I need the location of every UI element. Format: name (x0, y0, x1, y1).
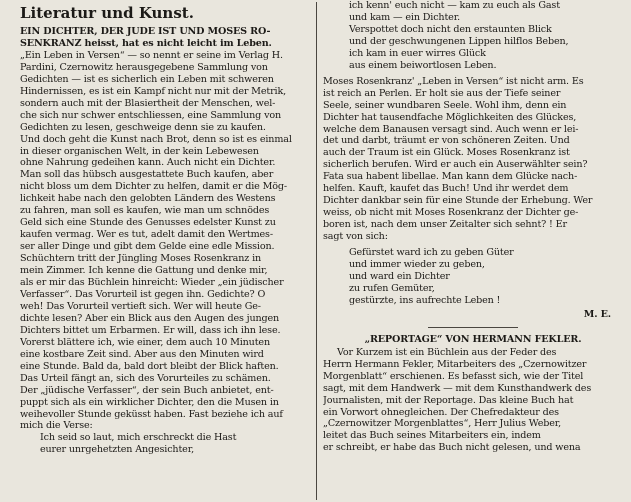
text-line: lichkeit habe nach den gelobten Ländern des Westens (20, 193, 276, 205)
headline-line: EIN DICHTER, DER JUDE IST UND MOSES RO- (20, 26, 271, 37)
verse-line: Gefürstet ward ich zu geben Güter (349, 247, 514, 259)
column-divider (316, 2, 317, 500)
text-line: Dichter hat tausendfache Möglichkeiten des Glückes, (323, 111, 577, 123)
text-line: weiss, ob nicht mit Moses Rosenkranz der Dichter ge- (323, 207, 579, 219)
text-line: det und darbt, träumt er von schöneren Zeiten. Und (323, 135, 570, 147)
verse-line: ich kam in euer wirres Glück (349, 47, 486, 59)
text-line: Gedichten — ist es sicherlich ein Leben mit schweren (20, 73, 274, 85)
verse-line: eurer unrgehetzten Angesichter, (40, 444, 194, 456)
text-line: Dichters bittet um Erbarmen. Er will, dass ich ihn lese. (20, 324, 281, 336)
text-line: mich die Verse: (20, 420, 93, 432)
text-line: „Czernowitzer Morgenblattes“, Herr Julius Weber, (323, 418, 562, 430)
text-line: ohne Nahrung gedeihen kann. Auch nicht ein Dichter. (20, 157, 276, 169)
text-line: Das Urteil fängt an, sich des Vorurteiles zu schämen. (20, 372, 271, 384)
text-line: Vorerst blättere ich, wie einer, dem auch 10 Minuten (20, 336, 270, 348)
text-line: auch der Traum ist ein Glück. Moses Rosenkranz ist (323, 147, 570, 159)
text-line: dichte lesen? Aber ein Blick aus den Augen des jungen (20, 312, 280, 324)
text-line: nicht bloss um dem Dichter zu helfen, damit er die Mög- (20, 181, 287, 193)
text-line: Pardini, Czernowitz herausgegebene Sammlung von (20, 61, 268, 73)
headline-line: SENKRANZ heisst, hat es nicht leicht im Leben. (20, 37, 272, 49)
poem-excerpt-second (323, 247, 623, 307)
article-body (20, 50, 310, 433)
verse-line: und ward ein Dichter (349, 270, 450, 282)
text-line: Geld sich eine Stunde des Genusses edelster Kunst zu (20, 217, 276, 229)
text-line: Der „jüdische Verfasser“, der sein Buch anbietet, ent- (20, 384, 274, 396)
verse-line: gestürzte, ins aufrechte Leben ! (349, 294, 501, 306)
text-line: sicherlich berufen. Wird er auch ein Auserwählter sein? (323, 159, 588, 171)
verse-line: ich kenn' euch nicht — kam zu euch als Gast (349, 0, 560, 11)
text-line: Seele, seiner wundbaren Seele. Wohl ihm, denn ein (323, 99, 567, 111)
author-signature: M. E. (583, 308, 611, 320)
text-line: sagt von sich: (323, 231, 388, 243)
text-line: weh! Das Vorurteil vertieft sich. Wer will heute Ge- (20, 300, 261, 312)
text-line: eine kostbare Zeit sind. Aber aus den Minuten wird (20, 348, 264, 360)
text-line: „Ein Leben in Versen“ — so nennt er seine im Verlag H. (20, 49, 283, 61)
text-line: in dieser organischen Welt, in der kein Lebewesen (20, 145, 259, 157)
text-line: Fata sua habent libellae. Man kann dem Glücke nach- (323, 171, 578, 183)
article-headline-reportage: „REPORTAGE“ VON HERMANN FEKLER. (364, 333, 582, 345)
text-line: Und doch geht die Kunst nach Brot, denn so ist es einmal (20, 133, 292, 145)
text-line: che sich nur schwer entschliessen, eine Sammlung von (20, 109, 281, 121)
text-line: sondern auch mit der Blasiertheit der Menschen, wel- (20, 97, 276, 109)
verse-line: Verspottet doch nicht den erstaunten Blick (349, 23, 552, 35)
reportage-body (323, 347, 623, 455)
article-divider (428, 327, 518, 328)
text-line: als er mir das Büchlein hinreicht: Wieder „ein jüdischer (20, 277, 284, 289)
poem-excerpt (20, 432, 310, 456)
article-headline (20, 26, 310, 50)
text-line: boren ist, nach dem unser Zeitalter sich sehnt? ! Er (323, 219, 567, 231)
text-line: Moses Rosenkranz' „Leben in Versen“ ist nicht arm. Es (323, 75, 584, 87)
text-line: ein Vorwort ohnegleichen. Der Chefredakteur des (323, 406, 559, 418)
text-line: mein Zimmer. Ich kenne die Gattung und denke mir, (20, 265, 268, 277)
text-line: Herrn Hermann Fekler, Mitarbeiters des „Czernowitzer (323, 358, 587, 370)
verse-line: und der geschwungenen Lippen hilflos Beben, (349, 35, 569, 47)
right-column (323, 0, 623, 454)
text-line: helfen. Kauft, kaufet das Buch! Und ihr werdet dem (323, 183, 569, 195)
text-line: er schreibt, er habe das Buch nicht gelesen, und wena (323, 442, 581, 454)
text-line: welche dem Banausen versagt sind. Auch wenn er lei- (323, 123, 579, 135)
text-line: Man soll das hübsch ausgestattete Buch kaufen, aber (20, 169, 274, 181)
verse-line: und immer wieder zu geben, (349, 259, 485, 271)
text-line: weihevoller Stunde geküsst haben. Fast beziehe ich auf (20, 408, 283, 420)
poem-excerpt-continued (323, 0, 623, 72)
text-line: Journalisten, mit der Reportage. Das kleine Buch hat (323, 394, 574, 406)
text-line: Vor Kurzem ist ein Büchlein aus der Feder des (337, 346, 557, 358)
text-line: Gedichten zu lesen, geschweige denn sie zu kaufen. (20, 121, 266, 133)
text-line: ist reich an Perlen. Er holt sie aus der Tiefe seiner (323, 87, 561, 99)
text-line: Verfasser“. Das Vorurteil ist gegen ihn. Gedichte? O (20, 288, 266, 300)
text-line: Dichter dankbar sein für eine Stunde der Erhebung. Wer (323, 195, 593, 207)
verse-line: und kam — ein Dichter. (349, 11, 460, 23)
left-column (20, 0, 310, 456)
text-line: zu fahren, man soll es kaufen, wie man um schnödes (20, 205, 270, 217)
text-line: eine Stunde. Bald da, bald dort bleibt der Blick haften. (20, 360, 279, 372)
text-line: kaufen vermag. Wer es tut, adelt damit den Wertmes- (20, 229, 273, 241)
text-line: puppt sich als ein wirklicher Dichter, den die Musen in (20, 396, 279, 408)
section-title: Literatur und Kunst. (20, 4, 194, 22)
text-line: Schüchtern tritt der Jüngling Moses Rosenkranz in (20, 253, 262, 265)
verse-line: zu rufen Gemüter, (349, 282, 435, 294)
text-line: sagt, mit dem Handwerk — mit dem Kunsthandwerk des (323, 382, 592, 394)
text-line: ser aller Dinge und gibt dem Gelde eine edle Mission. (20, 241, 275, 253)
article-body-continued (323, 76, 623, 243)
verse-line: aus einem beiwortlosen Leben. (349, 59, 497, 71)
text-line: leitet das Buch seines Mitarbeiters ein, indem (323, 430, 541, 442)
verse-line: Ich seid so laut, mich erschreckt die Hast (40, 432, 237, 444)
text-line: Morgenblatt“ erschienen. Es befasst sich, wie der Titel (323, 370, 584, 382)
text-line: Hindernissen, es ist ein Kampf nicht nur mit der Metrik, (20, 85, 287, 97)
